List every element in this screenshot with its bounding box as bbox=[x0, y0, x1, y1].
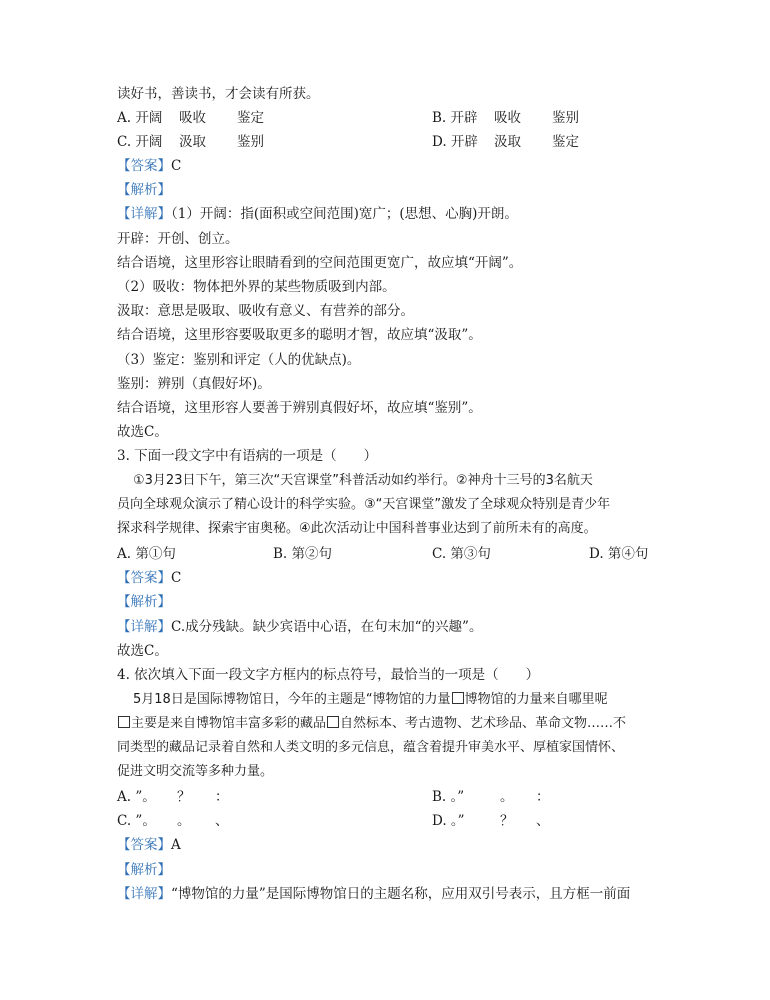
answer-tag: 【答案】 bbox=[117, 837, 171, 853]
q3-passage-line-2: 员向全球观众演示了精心设计的科学实验。③“天宫课堂”激发了全球观众特别是青少年 bbox=[117, 497, 611, 512]
q4-passage-line-4: 促进文明交流等多种力量。 bbox=[117, 764, 274, 779]
blank-box-2 bbox=[118, 716, 130, 728]
q3-analysis-tag: 【解析】 bbox=[117, 594, 171, 610]
q3-answer bbox=[117, 568, 181, 588]
q3-stem: 3. 下面一段文字中有语病的一项是（ ） bbox=[117, 448, 378, 464]
q2-detail-line-5: 汲取：意思是吸取、吸收有意义、有营养的部分。 bbox=[117, 303, 414, 319]
q3-option-c: C. 第③句 bbox=[432, 546, 491, 562]
answer-tag: 【答案】 bbox=[117, 570, 171, 586]
q3-passage-line-3: 探求科学规律、探索宇宙奥秘。④此次活动让中国科普事业达到了前所未有的高度。 bbox=[117, 521, 597, 536]
blank-box-1 bbox=[452, 692, 464, 704]
answer-value: A bbox=[171, 837, 181, 853]
q2-tail: 读好书，善读书，才会读有所获。 bbox=[117, 86, 320, 102]
q2-detail-line-4: （2）吸收：物体把外界的某些物质吸到内部。 bbox=[117, 279, 396, 295]
answer-value: C bbox=[171, 158, 182, 174]
q4-stem: 4. 依次填入下面一段文字方框内的标点符号，最恰当的一项是（ ） bbox=[117, 667, 540, 683]
q3-passage-line-1: ①3月23日下午，第三次“天宫课堂”科普活动如约举行。②神舟十三号的3名航天 bbox=[133, 473, 593, 488]
q4-passage-line-3: 同类型的藏品记录着自然和人类文明的多元信息，蕴含着提升审美水平、厚植家国情怀、 bbox=[117, 740, 625, 755]
q2-detail-line-6: 结合语境，这里形容要吸取更多的聪明才智，故应填“汲取”。 bbox=[117, 327, 482, 343]
q3-detail: 【详解】C.成分残缺。缺少宾语中心语，在句末加“的兴趣”。 bbox=[117, 619, 483, 635]
q4-passage-line-1: 5月18日是国际博物馆日，今年的主题是“博物馆的力量 博物馆的力量来自哪里呢 bbox=[133, 692, 608, 707]
q4-passage-line-2: 主要是来自博物馆丰富多彩的藏品 自然标本、考古遗物、艺术珍品、革命文物……不 bbox=[117, 714, 626, 734]
q3-option-a: A. 第①句 bbox=[117, 546, 176, 562]
blank-box-3 bbox=[327, 716, 339, 728]
q4-analysis-tag: 【解析】 bbox=[117, 862, 171, 878]
q4-answer bbox=[117, 835, 181, 855]
q4-option-a: A. ”。 ？ ： bbox=[117, 789, 229, 805]
q2-conclusion: 故选C。 bbox=[117, 424, 168, 440]
q2-option-b: B. 开辟 吸收 鉴别 bbox=[432, 110, 579, 126]
q4-option-b: B. 。” 。 ： bbox=[432, 789, 550, 805]
q2-detail-line-9: 结合语境，这里形容人要善于辨别真假好坏，故应填“鉴别”。 bbox=[117, 400, 482, 416]
q2-detail-line-3: 结合语境，这里形容让眼睛看到的空间范围更宽广，故应填“开阔”。 bbox=[117, 255, 523, 271]
answer-value: C bbox=[171, 570, 182, 586]
q3-option-b: B. 第②句 bbox=[273, 546, 333, 562]
q2-option-d: D. 开辟 汲取 鉴定 bbox=[432, 134, 579, 150]
q4-option-d: D. 。” ？ 、 bbox=[432, 813, 550, 829]
q4-detail: 【详解】“博物馆的力量”是国际博物馆日的主题名称，应用双引号表示，且方框一前面 bbox=[117, 886, 631, 902]
q2-detail-line-1: 【详解】（1）开阔：指(面积或空间范围)宽广；(思想、心胸)开朗。 bbox=[117, 206, 518, 222]
answer-tag: 【答案】 bbox=[117, 158, 171, 174]
q2-option-c: C. 开阔 汲取 鉴别 bbox=[117, 134, 264, 150]
q2-analysis-tag: 【解析】 bbox=[117, 182, 171, 198]
q3-option-d: D. 第④句 bbox=[589, 546, 649, 562]
detail-tag: 【详解】 bbox=[117, 619, 171, 635]
q2-answer bbox=[117, 156, 181, 176]
q2-detail-line-8: 鉴别：辨别（真假好坏)。 bbox=[117, 376, 271, 392]
q4-option-c: C. ”。 。 、 bbox=[117, 813, 229, 829]
q2-detail-line-7: （3）鉴定：鉴别和评定（人的优缺点)。 bbox=[117, 352, 361, 368]
detail-tag: 【详解】 bbox=[117, 886, 171, 902]
q3-conclusion: 故选C。 bbox=[117, 643, 168, 659]
detail-tag: 【详解】 bbox=[117, 206, 171, 222]
q2-option-a: A. 开阔 吸收 鉴定 bbox=[117, 110, 264, 126]
q2-detail-line-2: 开辟：开创、创立。 bbox=[117, 231, 239, 247]
